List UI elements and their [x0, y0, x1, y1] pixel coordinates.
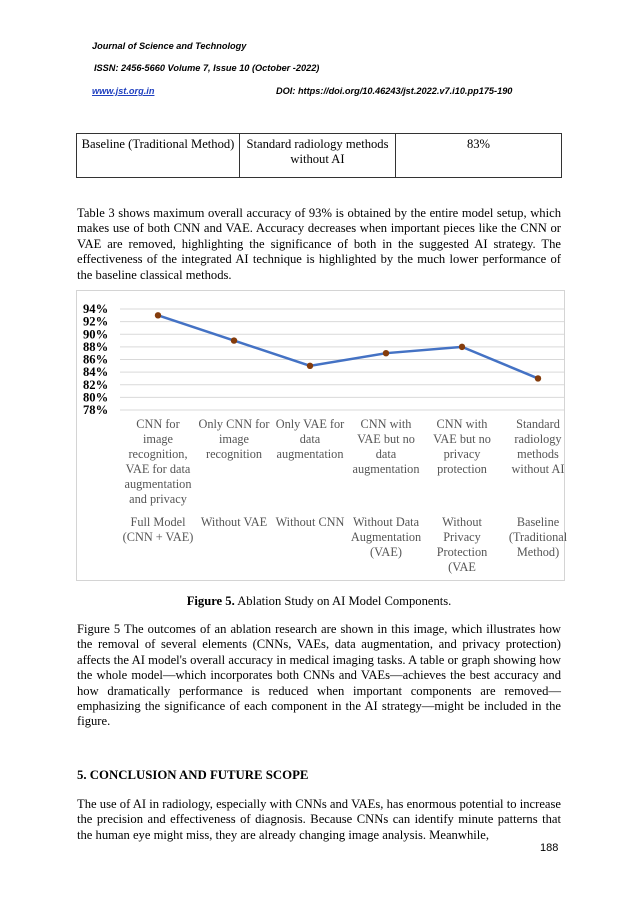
section-heading: 5. CONCLUSION AND FUTURE SCOPE — [77, 768, 309, 782]
x-category-short-label-line: Privacy — [443, 530, 481, 544]
y-tick-label: 82% — [83, 377, 109, 392]
x-category-label — [272, 417, 348, 507]
category-labels-row — [120, 417, 576, 507]
x-category-label — [120, 417, 196, 507]
x-category-label-line: methods — [517, 447, 559, 461]
journal-name: Journal of Science and Technology — [92, 41, 247, 51]
journal-url-link[interactable]: www.jst.org.in — [92, 86, 155, 96]
data-point — [307, 363, 313, 369]
results-table-fragment — [76, 133, 562, 178]
y-tick-label: 94% — [83, 302, 109, 316]
ablation-line-chart — [76, 290, 568, 581]
paragraph-table3-summary: Table 3 shows maximum overall accuracy of 93% is obtained by the entire model setup, which makes use of both CNN and VAE. Accuracy decreases when important pieces like the CNN or VAE are removed, highlighting the significance of both in the suggested AI strategy. The effectiveness of the integrated AI technique is highlighted by the much lower performance of the baseline classical methods. — [77, 206, 561, 282]
figure-caption — [0, 594, 638, 609]
x-category-short-label — [424, 515, 500, 575]
data-point — [383, 350, 389, 356]
x-category-short-label — [120, 515, 196, 575]
x-category-label-line: augmentation — [352, 462, 420, 476]
x-category-label-line: CNN for — [136, 417, 180, 431]
y-tick-label: 80% — [83, 390, 109, 405]
x-category-short-label — [196, 515, 272, 575]
x-category-label-line: recognition, — [128, 447, 188, 461]
x-category-short-label — [272, 515, 348, 575]
x-category-label-line: image — [218, 432, 250, 446]
x-category-label-line: recognition — [205, 447, 262, 461]
x-category-short-label-line: Protection — [436, 545, 488, 559]
x-category-label-line: without AI — [511, 462, 565, 476]
x-category-short-label — [500, 515, 576, 575]
x-category-short-label-line: (Traditional — [508, 530, 568, 544]
data-point — [231, 337, 237, 343]
x-category-short-label-line: Full Model — [130, 515, 186, 529]
x-category-short-label-line: (VAE) — [370, 545, 402, 559]
x-category-label-line: privacy — [443, 447, 481, 461]
issn-line: ISSN: 2456-5660 Volume 7, Issue 10 (October -2022) — [94, 63, 320, 73]
x-category-label-line: Only CNN for — [198, 417, 270, 431]
y-tick-label: 88% — [83, 339, 109, 354]
x-category-label-line: Standard — [516, 417, 560, 431]
x-category-label — [348, 417, 424, 507]
table-row — [77, 134, 562, 178]
data-point — [155, 312, 161, 318]
x-category-label-line: CNN with — [436, 417, 488, 431]
paragraph-figure5-description: Figure 5 The outcomes of an ablation research are shown in this image, which illustrates how the removal of several elements (CNNs, VAEs, data augmentation, and privacy protection) affects the AI model's overall accuracy in medical imaging tasks. A table or graph showing how the whole model—which incorporates both CNNs and VAEs—achieves the best accuracy and how dramatically performance is reduced when important components are removed—emphasizing the significance of each component in the AI strategy—might be included in the figure. — [77, 622, 561, 729]
x-category-label-line: VAE but no — [357, 432, 415, 446]
x-category-label-line: protection — [437, 462, 487, 476]
table-cell-accuracy: 83% — [396, 134, 562, 178]
x-category-short-label-line: Without — [442, 515, 482, 529]
x-category-label-line: Only VAE for — [275, 417, 345, 431]
table-cell-method: Baseline (Traditional Method) — [77, 134, 240, 178]
page-number: 188 — [540, 842, 559, 854]
figure-label: Figure 5. — [186, 594, 235, 608]
y-tick-label: 90% — [83, 327, 109, 342]
data-point — [459, 344, 465, 350]
doi-line: DOI: https://doi.org/10.46243/jst.2022.v7.i10.pp175-190 — [276, 86, 513, 96]
y-tick-label: 86% — [83, 352, 109, 367]
x-category-label-line: augmentation — [124, 477, 192, 491]
x-category-short-label-line: Augmentation — [350, 530, 422, 544]
x-category-short-label — [348, 515, 424, 575]
figure-caption-text: Ablation Study on AI Model Components. — [234, 594, 452, 608]
y-tick-label: 92% — [83, 314, 109, 329]
x-category-label — [500, 417, 576, 507]
x-category-short-label-line: Without Data — [352, 515, 420, 529]
x-category-short-label-line: Baseline — [516, 515, 560, 529]
x-category-label — [424, 417, 500, 507]
x-category-label-line: image — [142, 432, 174, 446]
x-category-short-label-line: Method) — [516, 545, 560, 559]
data-point — [535, 375, 541, 381]
table-cell-description: Standard radiology methods without AI — [240, 134, 396, 178]
y-tick-label: 84% — [83, 365, 109, 380]
x-category-label — [196, 417, 272, 507]
x-category-label-line: VAE but no — [433, 432, 491, 446]
x-category-label-line: data — [299, 432, 321, 446]
x-category-label-line: radiology — [514, 432, 562, 446]
x-category-label-line: augmentation — [276, 447, 344, 461]
x-category-label-line: VAE for data — [125, 462, 191, 476]
x-category-short-label-line: (VAE — [448, 560, 476, 574]
x-category-short-label-line: Without CNN — [275, 515, 345, 529]
x-category-label-line: CNN with — [360, 417, 412, 431]
paragraph-conclusion: The use of AI in radiology, especially with CNNs and VAEs, has enormous potential to increase the precision and effectiveness of diagnosis. Because CNNs can identify minute patterns that the human eye might miss, they are already changing image analysis. Meanwhile, — [77, 797, 561, 842]
category-short-labels-row — [120, 515, 576, 575]
x-category-short-label-line: (CNN + VAE) — [122, 530, 194, 544]
x-category-short-label-line: Without VAE — [200, 515, 268, 529]
y-tick-label: 78% — [83, 403, 109, 417]
x-category-label-line: data — [375, 447, 397, 461]
x-category-label-line: and privacy — [129, 492, 187, 506]
